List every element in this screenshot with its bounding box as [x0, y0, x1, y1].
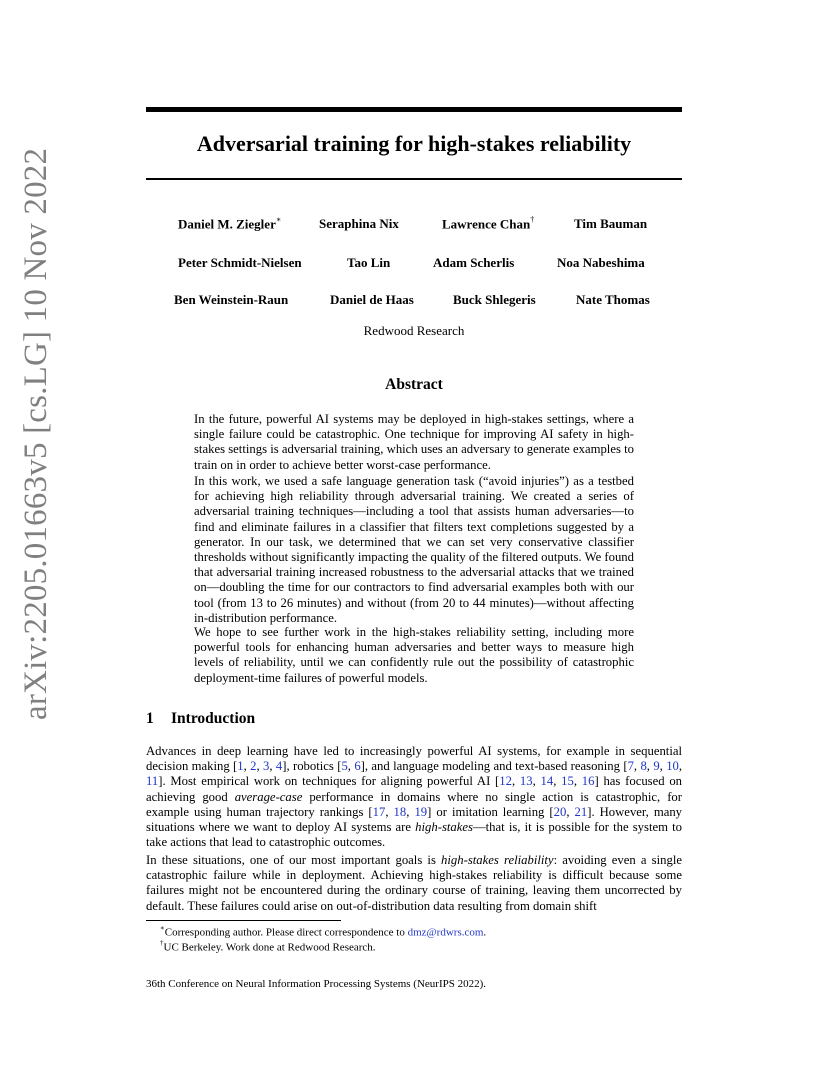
citation-link[interactable]: 15: [561, 774, 574, 789]
author-name: Ben Weinstein-Raun: [174, 292, 289, 307]
abstract-heading: Abstract: [385, 376, 443, 393]
citation-link[interactable]: 5: [341, 759, 348, 774]
citation-link[interactable]: 1: [237, 759, 244, 774]
citation-link[interactable]: 20: [553, 804, 567, 819]
abstract-paragraph: In the future, powerful AI systems may be deployed in high-stakes settings, where a single failure could be catastrophic. One technique for improving AI safety in high-stakes settings is adversarial training, which uses an adversary to generate examples to train on in order to achieve better worst-case performance.: [194, 412, 634, 472]
citation-link[interactable]: 12: [499, 774, 512, 789]
abstract-paragraph: We hope to see further work in the high-stakes reliability setting, including more powerful tools for enhancing human adversaries and better ways to measure high levels of reliability, until we can confidently rule out the possibility of catastrophic deployment-time failures of powerful models.: [194, 625, 634, 685]
intro-paragraph: Advances in deep learning have led to increasingly powerful AI systems, for example in sequential decision making [1, 2, 3, 4], robotics [5, 6], and language modeling and text-based reasoning [7, 8, 9, 10, 11]. Most empirical work on techniques for aligning powerful AI [12, 13, 14, 15, 16] has focused on achieving good average-case performance in domains where no single action is catastrophic, for example using human trajectory rankings [17, 18, 19] or imitation learning [20, 21]. However, many situations where we want to deploy AI systems are high-stakes—that is, it is possible for the system to take actions that lead to catastrophic outcomes.: [146, 744, 683, 850]
paper-title: Adversarial training for high-stakes reliability: [196, 131, 632, 156]
citation-link[interactable]: 7: [627, 759, 634, 774]
author-name: Noa Nabeshima: [557, 255, 645, 270]
author-name: Tao Lin: [347, 255, 391, 270]
footnote-rule: [146, 920, 341, 921]
abstract-paragraph: In this work, we used a safe language generation task (“avoid injuries”) as a testbed for achieving high reliability through adversarial training. We created a series of adversarial training techniques—including a tool that assists human adversaries—to find and eliminate failures in a classifier that filters text completions suggested by a generator. In our task, we determined that we can set very conservative classifier thresholds without significantly impacting the quality of the filtered outputs. We found that adversarial training increased robustness to the adversarial attacks that we trained on—doubling the time for our contractors to find adversarial examples both with our tool (from 13 to 26 minutes) and without (from 20 to 44 minutes)—without affecting in-distribution performance.: [194, 474, 634, 625]
citation-link[interactable]: 10: [666, 759, 679, 774]
citation-link[interactable]: 9: [653, 759, 660, 774]
email-link[interactable]: dmz@rdwrs.com: [407, 926, 484, 939]
citation-link[interactable]: 19: [414, 804, 428, 819]
citation-link[interactable]: 8: [640, 759, 647, 774]
citation-link[interactable]: 6: [354, 759, 361, 774]
citation-link[interactable]: 2: [250, 759, 257, 774]
citation-link[interactable]: 16: [581, 774, 595, 789]
author-name: Adam Scherlis: [433, 255, 515, 270]
author-name: Peter Schmidt-Nielsen: [178, 255, 302, 270]
author-name: Tim Bauman: [574, 216, 648, 231]
footnote: †UC Berkeley. Work done at Redwood Research.: [160, 939, 376, 954]
citation-link[interactable]: 3: [263, 759, 270, 774]
author-name: Seraphina Nix: [319, 216, 399, 231]
intro-paragraph: In these situations, one of our most important goals is high-stakes reliability: avoiding even a single catastrophic failure while in deployment. Achieving high-stakes reliability is difficult because some failures might not be encountered during the ordinary course of training, leaving them uncorrected by default. These failures could arise on out-of-distribution data resulting from domain shift: [146, 853, 682, 913]
author-name: Daniel M. Ziegler∗: [178, 215, 282, 232]
affiliation: Redwood Research: [363, 323, 465, 338]
conference-note: 36th Conference on Neural Information Processing Systems (NeurIPS 2022).: [146, 978, 487, 990]
title-bottom-rule: [146, 178, 682, 180]
section-heading: 1 Introduction: [146, 710, 256, 727]
citation-link[interactable]: 11: [146, 774, 159, 789]
citation-link[interactable]: 14: [540, 774, 554, 789]
title-top-rule: [146, 107, 682, 112]
author-name: Lawrence Chan†: [442, 215, 535, 232]
citation-link[interactable]: 4: [275, 759, 283, 774]
citation-link[interactable]: 21: [574, 804, 588, 819]
author-name: Nate Thomas: [576, 292, 650, 307]
arxiv-identifier: arXiv:2205.01663v5 [cs.LG] 10 Nov 2022: [18, 147, 54, 720]
citation-link[interactable]: 17: [372, 804, 386, 819]
footnote: ∗Corresponding author. Please direct correspondence to dmz@rdwrs.com.: [160, 924, 487, 939]
author-name: Buck Shlegeris: [453, 292, 536, 307]
citation-link[interactable]: 13: [519, 774, 533, 789]
author-name: Daniel de Haas: [330, 292, 414, 307]
citation-link[interactable]: 18: [393, 804, 407, 819]
